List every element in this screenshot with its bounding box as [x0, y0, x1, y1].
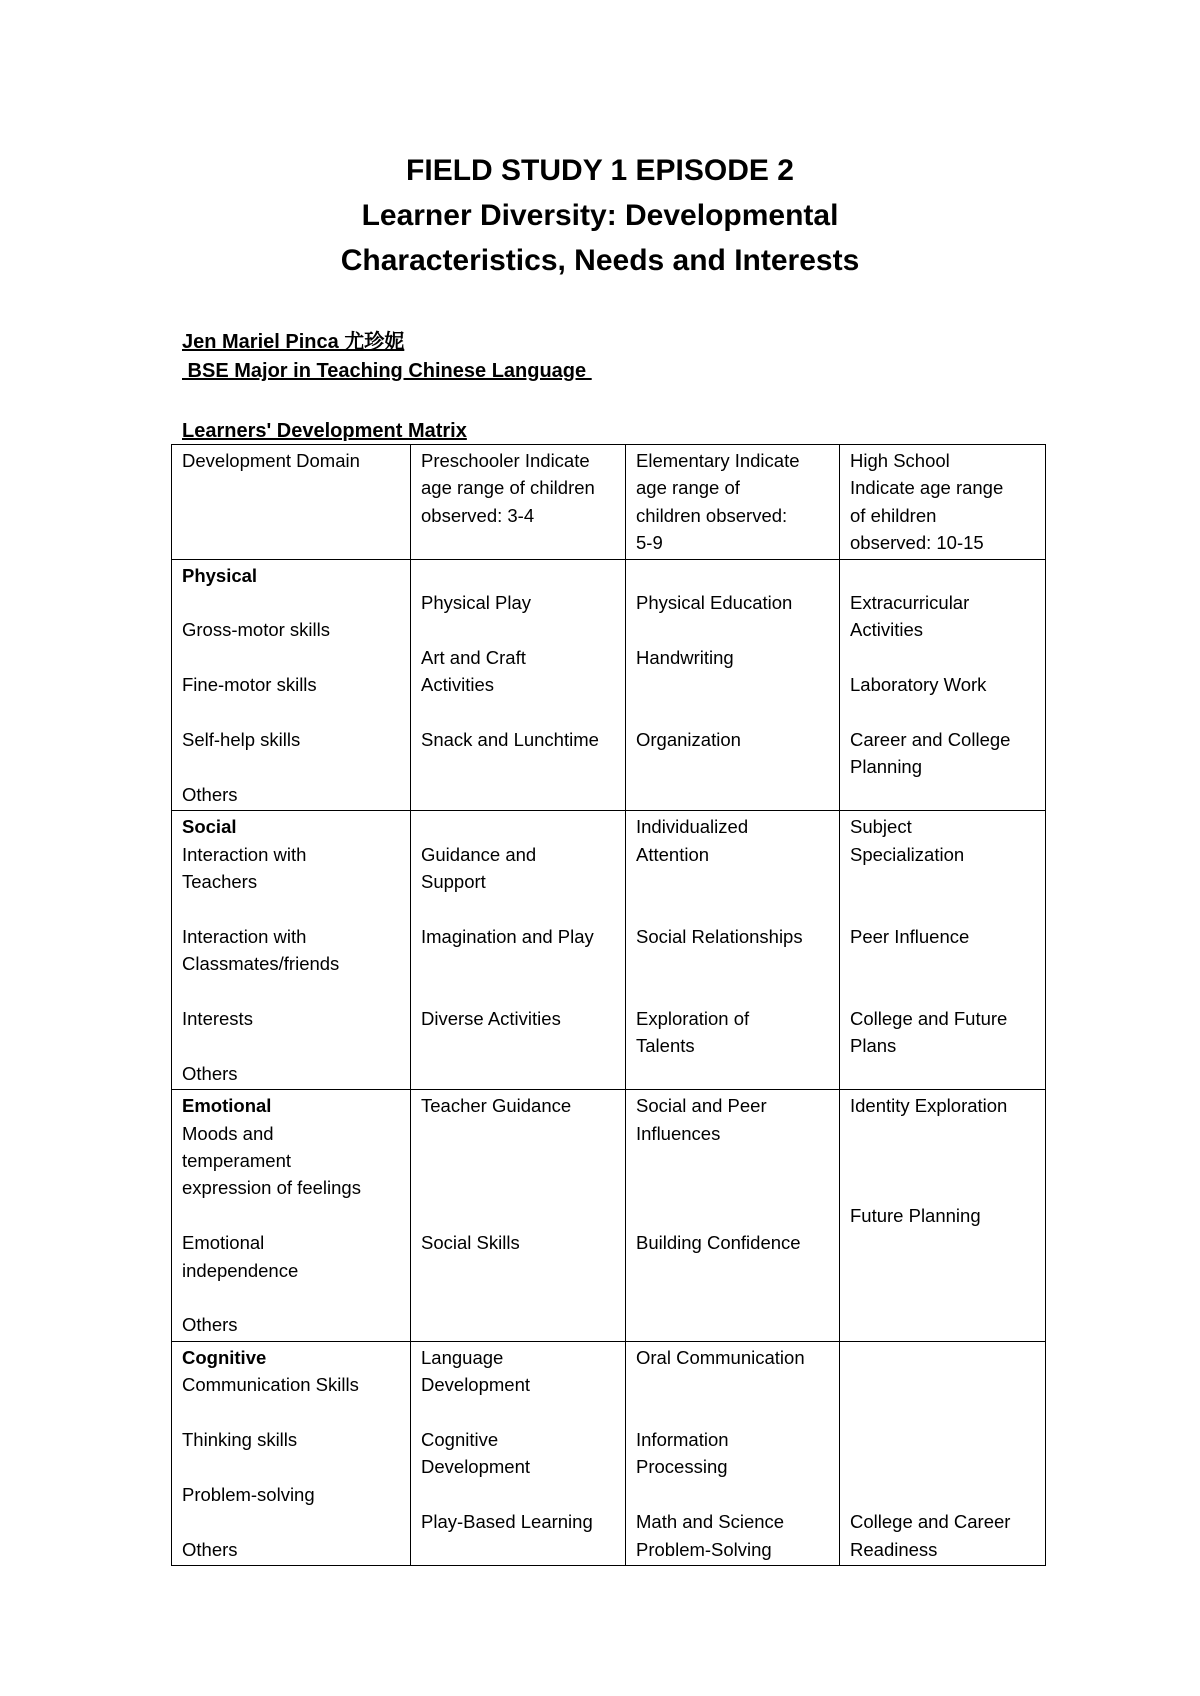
cell-line: [636, 950, 829, 977]
cell-line: [636, 1371, 829, 1398]
cell-line: [850, 1481, 1035, 1508]
cell-line: [850, 699, 1035, 726]
cell-line: [636, 616, 829, 643]
cell-line: [850, 1426, 1035, 1453]
cell-line: Social Skills: [421, 1232, 520, 1254]
cell-line: Building Confidence: [636, 1232, 801, 1254]
cell-line: [636, 1481, 829, 1508]
cell-line: Development Domain: [182, 450, 360, 471]
cell-line: [182, 589, 400, 616]
cell-line: Social Relationships: [636, 925, 803, 947]
cell-line: Interaction with: [182, 843, 307, 865]
cell-line: [182, 1284, 400, 1311]
cell-line: College and Future: [850, 1008, 1008, 1029]
cell-line: Activities: [850, 619, 923, 641]
title-line-2: Learner Diversity: Developmental: [361, 199, 839, 232]
table-cell: [840, 811, 1046, 1090]
cell-line: Oral Communication: [636, 1346, 805, 1368]
cell-line: [421, 813, 615, 840]
table-cell: [411, 559, 626, 811]
cell-line: [636, 699, 829, 726]
cell-line: High School: [850, 450, 950, 471]
cell-line: [182, 895, 400, 922]
cell-line: Plans: [850, 1035, 897, 1057]
cell-line: [182, 978, 400, 1005]
cell-line: children observed:: [636, 504, 788, 526]
cell-line: temperament: [182, 1150, 291, 1172]
table-cell: [626, 445, 840, 560]
cell-line: Self-help skills: [182, 729, 301, 751]
cell-line: [182, 1032, 400, 1059]
cell-line: Diverse Activities: [421, 1008, 561, 1029]
cell-line: Processing: [636, 1456, 728, 1478]
cell-line: Development: [421, 1374, 531, 1396]
cell-line: observed: 3-4: [421, 504, 535, 526]
cell-line: 5-9: [636, 532, 663, 554]
cell-line: Extracurricular: [850, 592, 970, 614]
cell-line: Communication Skills: [182, 1374, 359, 1396]
document-title: [0, 148, 1200, 283]
cell-line: [850, 1147, 1035, 1174]
cell-line: [850, 644, 1035, 671]
table-cell: [172, 1341, 411, 1565]
cell-line: Individualized: [636, 816, 749, 838]
table-cell: [840, 559, 1046, 811]
cell-line: [182, 644, 400, 671]
cell-line: [636, 562, 829, 589]
cell-line: Moods and: [182, 1122, 274, 1144]
table-cell: [840, 1090, 1046, 1342]
cell-line: independence: [182, 1259, 299, 1281]
title-line-1: FIELD STUDY 1 EPISODE 2: [406, 154, 794, 187]
domain-heading: Cognitive: [182, 1346, 267, 1368]
cell-line: [636, 978, 829, 1005]
table-row-header: [172, 445, 1046, 560]
cell-line: Imagination and Play: [421, 925, 594, 947]
cell-line: Elementary Indicate: [636, 450, 800, 471]
cell-line: [850, 1453, 1035, 1480]
cell-line: [636, 671, 829, 698]
cell-line: Snack and Lunchtime: [421, 729, 599, 751]
cell-line: [421, 1120, 615, 1147]
table-cell: [840, 445, 1046, 560]
table-cell: [626, 1090, 840, 1342]
domain-heading: Social: [182, 816, 237, 838]
cell-line: College and Career: [850, 1511, 1011, 1533]
cell-line: [421, 1147, 615, 1174]
cell-line: Laboratory Work: [850, 674, 987, 696]
cell-line: Specialization: [850, 843, 965, 865]
cell-line: [182, 1508, 400, 1535]
cell-line: Talents: [636, 1035, 695, 1057]
cell-line: [636, 868, 829, 895]
table-cell: [411, 1341, 626, 1565]
table-cell: [411, 811, 626, 1090]
cell-line: Others: [182, 1314, 238, 1336]
cell-line: Development: [421, 1456, 531, 1478]
cell-line: [636, 1202, 829, 1229]
cell-line: [182, 1453, 400, 1480]
cell-line: [421, 1481, 615, 1508]
cell-line: [182, 699, 400, 726]
cell-line: Cognitive: [421, 1429, 499, 1451]
table-row-emotional: [172, 1090, 1046, 1342]
cell-line: Physical Education: [636, 592, 793, 614]
cell-line: Planning: [850, 756, 923, 778]
cell-line: Peer Influence: [850, 925, 970, 947]
cell-line: [421, 1174, 615, 1201]
table-cell: [172, 559, 411, 811]
cell-line: Thinking skills: [182, 1429, 298, 1451]
cell-line: Interaction with: [182, 925, 307, 947]
domain-heading: Emotional: [182, 1095, 272, 1117]
table-row-cognitive: [172, 1341, 1046, 1565]
table-cell: [840, 1341, 1046, 1565]
cell-line: Others: [182, 1538, 238, 1560]
cell-line: Gross-motor skills: [182, 619, 331, 641]
table-cell: [172, 1090, 411, 1342]
course-name: BSE Major in Teaching Chinese Language: [182, 360, 592, 382]
cell-line: Career and College: [850, 729, 1011, 751]
cell-line: [850, 1371, 1035, 1398]
cell-line: [636, 895, 829, 922]
cell-line: Emotional: [182, 1232, 265, 1254]
table-cell: [172, 811, 411, 1090]
cell-line: [636, 1147, 829, 1174]
cell-line: [850, 1120, 1035, 1147]
table-cell: [626, 811, 840, 1090]
cell-line: [850, 562, 1035, 589]
title-line-3: Characteristics, Needs and Interests: [340, 244, 860, 277]
cell-line: [636, 1174, 829, 1201]
cell-line: [636, 1399, 829, 1426]
cell-line: [182, 753, 400, 780]
cell-line: Language: [421, 1346, 504, 1368]
table-cell: [172, 445, 411, 560]
cell-line: Others: [182, 1062, 238, 1084]
cell-line: Handwriting: [636, 646, 734, 668]
cell-line: [421, 1202, 615, 1229]
cell-line: age range of children: [421, 477, 595, 499]
cell-line: [850, 1174, 1035, 1201]
cell-line: age range of: [636, 477, 740, 499]
cell-line: Influences: [636, 1122, 721, 1144]
table-cell: [626, 1341, 840, 1565]
cell-line: Guidance and: [421, 843, 537, 865]
cell-line: Physical Play: [421, 592, 532, 614]
cell-line: Fine-motor skills: [182, 674, 317, 696]
cell-line: [421, 562, 615, 589]
cell-line: Classmates/friends: [182, 953, 340, 975]
table-row-physical: [172, 559, 1046, 811]
cell-line: Support: [421, 871, 486, 893]
cell-line: Play-Based Learning: [421, 1511, 593, 1533]
cell-line: [182, 1202, 400, 1229]
cell-line: Interests: [182, 1008, 253, 1030]
cell-line: Identity Exploration: [850, 1095, 1008, 1117]
cell-line: Readiness: [850, 1538, 938, 1560]
table-row-social: [172, 811, 1046, 1090]
cell-line: [850, 978, 1035, 1005]
domain-heading: Physical: [182, 564, 258, 586]
cell-line: Organization: [636, 729, 741, 750]
cell-line: [850, 950, 1035, 977]
cell-line: Teachers: [182, 871, 258, 893]
cell-line: [182, 1399, 400, 1426]
table-cell: [411, 1090, 626, 1342]
cell-line: Math and Science: [636, 1511, 785, 1533]
table-cell: [626, 559, 840, 811]
cell-line: [850, 1399, 1035, 1426]
development-matrix-table: [171, 444, 1046, 1566]
cell-line: Indicate age range: [850, 477, 1004, 499]
cell-line: [421, 616, 615, 643]
cell-line: [421, 950, 615, 977]
cell-line: expression of feelings: [182, 1177, 361, 1199]
cell-line: [421, 699, 615, 726]
cell-line: Future Planning: [850, 1204, 981, 1226]
cell-line: observed: 10-15: [850, 532, 984, 554]
cell-line: [850, 868, 1035, 895]
cell-line: Social and Peer: [636, 1095, 767, 1117]
cell-line: Preschooler Indicate: [421, 450, 590, 471]
cell-line: [421, 895, 615, 922]
cell-line: [421, 978, 615, 1005]
cell-line: [850, 895, 1035, 922]
matrix-title: Learners' Development Matrix: [182, 420, 467, 442]
cell-line: [850, 1344, 1035, 1371]
table-cell: [411, 445, 626, 560]
cell-line: Others: [182, 783, 238, 805]
cell-line: [421, 1399, 615, 1426]
cell-line: Art and Craft: [421, 646, 526, 668]
cell-line: Exploration of: [636, 1008, 750, 1029]
cell-line: Information: [636, 1429, 729, 1451]
cell-line: Problem-solving: [182, 1483, 315, 1505]
cell-line: Teacher Guidance: [421, 1095, 572, 1117]
cell-line: Subject: [850, 816, 912, 838]
cell-line: Attention: [636, 843, 710, 865]
author-name: Jen Mariel Pinca 尤珍妮: [182, 331, 405, 353]
cell-line: Activities: [421, 674, 494, 696]
cell-line: of ehildren: [850, 504, 937, 526]
cell-line: Problem-Solving: [636, 1538, 772, 1560]
